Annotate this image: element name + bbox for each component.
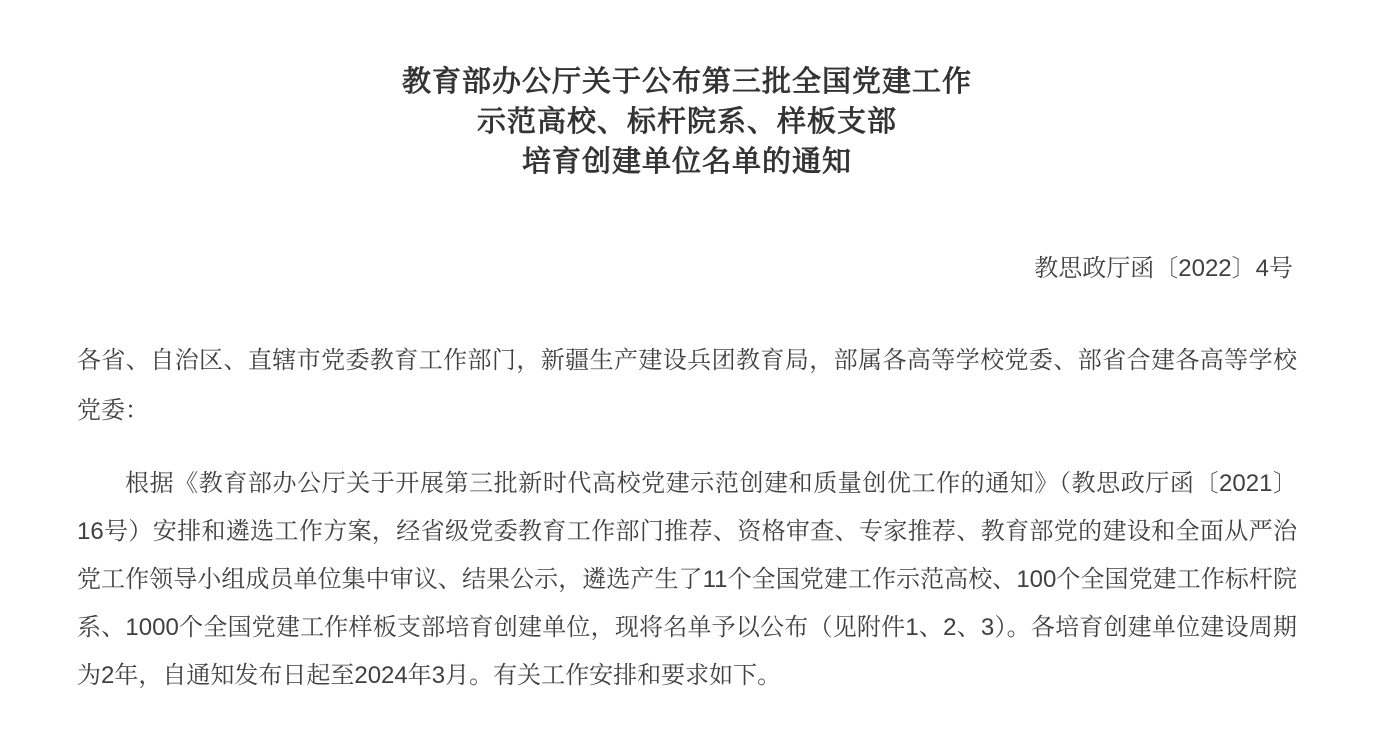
salutation-paragraph: 各省、自治区、直辖市党委教育工作部门，新疆生产建设兵团教育局，部属各高等学校党委、部省合建各高等学校党委： [77,347,1297,424]
body-paragraph: 根据《教育部办公厅关于开展第三批新时代高校党建示范创建和质量创优工作的通知》（教思政厅函〔2021〕16号）安排和遴选工作方案，经省级党委教育工作部门推荐、资格审查、专家推荐、教育部党的建设和全面从严治党工作领导小组成员单位集中审议、结果公示，遴选产生了11个全国党建工作示范高校、100个全国党建工作标杆院系、1000个全国党建工作样板支部培育创建单位，现将名单予以公布（见附件1、2、3）。各培育创建单位建设周期为2年，自通知发布日起至2024年3月。有关工作安排和要求如下。 [77,470,1297,689]
title-line-2: 示范高校、标杆院系、样板支部 [476,106,897,138]
document-number: 教思政厅函〔2022〕4号 [1034,255,1293,282]
document-title [77,62,1297,182]
title-line-3: 培育创建单位名单的通知 [521,146,852,178]
title-line-1: 教育部办公厅关于公布第三批全国党建工作 [401,66,972,98]
notice-document [77,0,1297,700]
